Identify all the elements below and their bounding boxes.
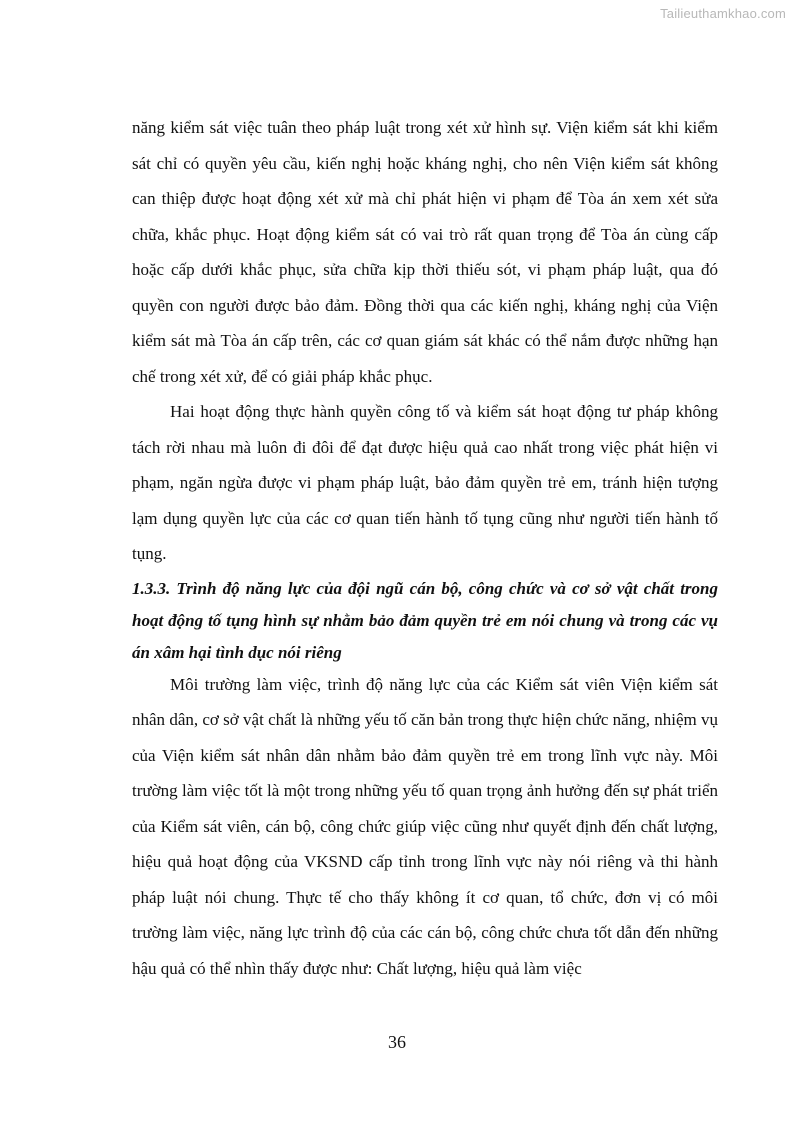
page-number: 36 <box>388 1032 406 1052</box>
document-body <box>132 110 718 986</box>
watermark: Tailieuthamkhao.com <box>660 6 786 21</box>
paragraph-working-environment: Môi trường làm việc, trình độ năng lực của các Kiểm sát viên Viện kiểm sát nhân dân, cơ sở vật chất là những yếu tố căn bản trong thực hiện chức năng, nhiệm vụ của Viện kiểm sát nhân dân nhằm bảo đảm quyền trẻ em trong lĩnh vực này. Môi trường làm việc tốt là một trong những yếu tố quan trọng ảnh hưởng đến sự phát triển của Kiểm sát viên, cán bộ, công chức giúp việc cũng như quyết định đến chất lượng, hiệu quả hoạt động của VKSND cấp tỉnh trong lĩnh vực này nói riêng và thi hành pháp luật nói chung. Thực tế cho thấy không ít cơ quan, tổ chức, đơn vị có môi trường làm việc, năng lực trình độ của các cán bộ, công chức chưa tốt dẫn đến những hậu quả có thể nhìn thấy được như: Chất lượng, hiệu quả làm việc <box>132 674 718 978</box>
section-heading-1-3-3: 1.3.3. Trình độ năng lực của đội ngũ cán bộ, công chức và cơ sở vật chất trong hoạt động tố tụng hình sự nhằm bảo đảm quyền trẻ em nói chung và trong các vụ án xâm hại tình dục nói riêng <box>132 578 718 662</box>
paragraph-prosecution-supervision: Hai hoạt động thực hành quyền công tố và kiểm sát hoạt động tư pháp không tách rời nhau mà luôn đi đôi để đạt được hiệu quả cao nhất trong việc phát hiện vi phạm, ngăn ngừa được vi phạm pháp luật, bảo đảm quyền trẻ em, tránh hiện tượng lạm dụng quyền lực của các cơ quan tiến hành tố tụng cũng như người tiến hành tố tụng. <box>132 402 718 563</box>
paragraph-continuation: năng kiểm sát việc tuân theo pháp luật trong xét xử hình sự. Viện kiểm sát khi kiểm sát chỉ có quyền yêu cầu, kiến nghị hoặc kháng nghị, cho nên Viện kiểm sát không can thiệp được hoạt động xét xử mà chỉ phát hiện vi phạm để Tòa án xem xét sửa chữa, khắc phục. Hoạt động kiểm sát có vai trò rất quan trọng để Tòa án cùng cấp hoặc cấp dưới khắc phục, sửa chữa kịp thời thiếu sót, vi phạm pháp luật, qua đó quyền con người được bảo đảm. Đồng thời qua các kiến nghị, kháng nghị của Viện kiểm sát mà Tòa án cấp trên, các cơ quan giám sát khác có thể nắm được những hạn chế trong xét xử, để có giải pháp khắc phục. <box>132 118 718 386</box>
